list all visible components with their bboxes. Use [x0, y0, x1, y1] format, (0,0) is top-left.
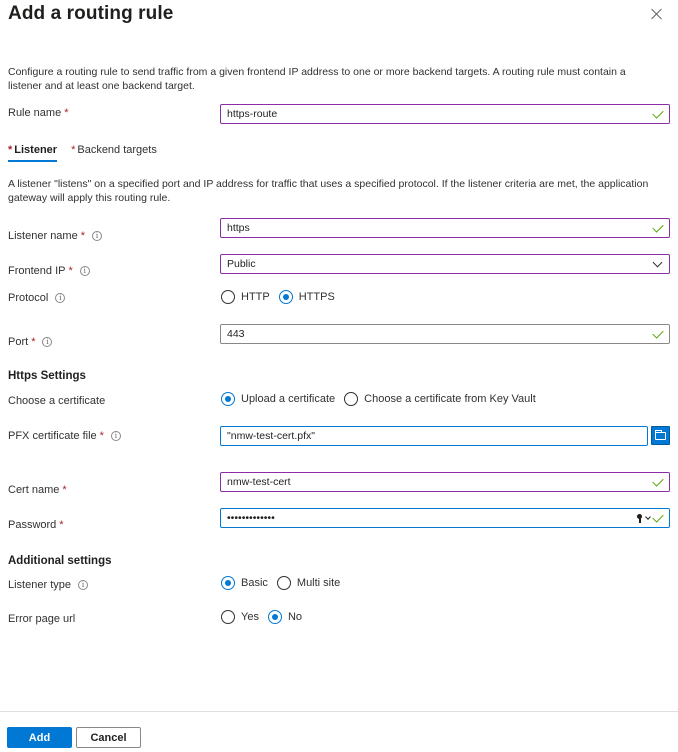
cert-name-input[interactable]: nmw-test-cert: [220, 472, 670, 492]
tab-listener[interactable]: * Listener: [8, 144, 57, 162]
info-icon[interactable]: i: [92, 231, 102, 241]
error-page-yes-radio[interactable]: Yes: [221, 610, 259, 624]
https-settings-heading: Https Settings: [8, 370, 86, 382]
info-icon[interactable]: i: [55, 293, 65, 303]
listener-type-radio-group: [221, 576, 349, 590]
info-icon[interactable]: i: [111, 431, 121, 441]
listener-name-label: Listener name * i: [8, 230, 102, 242]
error-page-no-radio[interactable]: No: [268, 610, 302, 624]
upload-certificate-radio[interactable]: Upload a certificate: [221, 392, 335, 406]
certificate-source-radio-group: [221, 392, 545, 406]
valid-check-icon: [652, 327, 663, 338]
error-page-url-label: Error page url: [8, 613, 76, 625]
port-label: Port * i: [8, 336, 52, 348]
info-icon[interactable]: i: [80, 266, 90, 276]
valid-check-icon: [652, 221, 663, 232]
port-input[interactable]: 443: [220, 324, 670, 344]
listener-name-input[interactable]: https: [220, 218, 670, 238]
protocol-http-radio[interactable]: HTTP: [221, 290, 270, 304]
password-input[interactable]: •••••••••••••: [220, 508, 670, 528]
info-icon[interactable]: i: [42, 337, 52, 347]
pfx-file-label: PFX certificate file * i: [8, 430, 121, 442]
tab-bar: [8, 144, 171, 162]
add-button[interactable]: Add: [7, 727, 72, 748]
frontend-ip-select[interactable]: Public: [220, 254, 670, 274]
chevron-down-icon[interactable]: [645, 514, 651, 520]
pfx-file-input[interactable]: "nmw-test-cert.pfx": [220, 426, 648, 446]
required-mark: *: [64, 107, 69, 119]
protocol-radio-group: [221, 290, 344, 304]
additional-settings-heading: Additional settings: [8, 555, 112, 567]
error-page-radio-group: [221, 610, 311, 624]
key-icon[interactable]: [636, 514, 643, 523]
chevron-down-icon: [653, 257, 663, 267]
protocol-https-radio[interactable]: HTTPS: [279, 290, 335, 304]
cert-name-label: Cert name *: [8, 484, 67, 496]
info-icon[interactable]: i: [78, 580, 88, 590]
listener-type-multisite-radio[interactable]: Multi site: [277, 576, 340, 590]
valid-check-icon: [652, 511, 663, 522]
listener-description: A listener "listens" on a specified port and IP address for traffic that uses a specified protocol. If the listener criteria are met, the application gateway will apply this routing rule.: [8, 178, 649, 204]
panel-title: Add a routing rule: [8, 3, 174, 24]
valid-check-icon: [652, 475, 663, 486]
listener-type-label: Listener type i: [8, 579, 88, 591]
browse-file-button[interactable]: [651, 426, 670, 445]
choose-certificate-label: Choose a certificate: [8, 395, 106, 407]
cancel-button[interactable]: Cancel: [76, 727, 141, 748]
valid-check-icon: [652, 107, 663, 118]
protocol-label: Protocol i: [8, 292, 65, 304]
folder-icon: [655, 432, 666, 440]
rule-name-input[interactable]: https-route: [220, 104, 670, 124]
listener-type-basic-radio[interactable]: Basic: [221, 576, 268, 590]
rule-name-label: Rule name *: [8, 107, 69, 119]
footer-divider: [0, 711, 678, 712]
key-vault-certificate-radio[interactable]: Choose a certificate from Key Vault: [344, 392, 536, 406]
password-label: Password *: [8, 519, 64, 531]
close-icon[interactable]: [648, 5, 666, 23]
intro-description: Configure a routing rule to send traffic from a given frontend IP address to one or more backend targets. A routing rule must contain a listener and at least one backend target.: [8, 66, 626, 92]
tab-backend-targets[interactable]: * Backend targets: [71, 144, 157, 156]
frontend-ip-label: Frontend IP * i: [8, 265, 90, 277]
